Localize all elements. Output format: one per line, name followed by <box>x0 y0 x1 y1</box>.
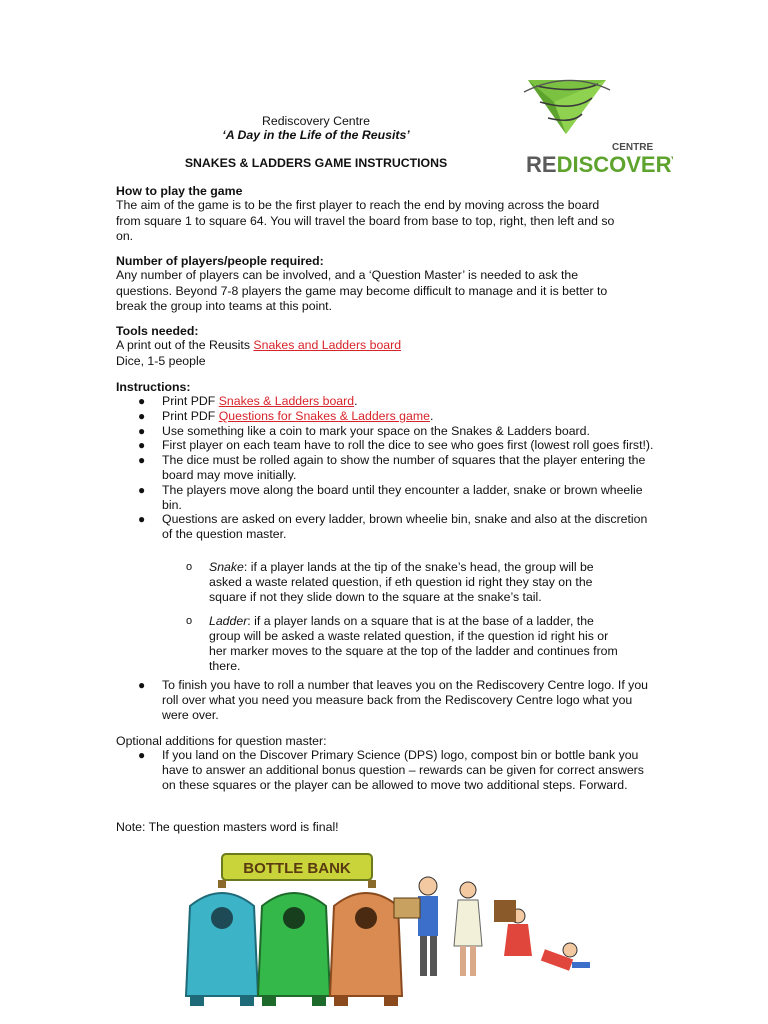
questions-pdf-link[interactable]: Questions for Snakes & Ladders game <box>218 408 430 423</box>
ladder-sub-list <box>186 614 626 674</box>
list-item: ● Questions are asked on every ladder, brown wheelie bin, snake and also at the discretion of the question master. <box>138 512 648 542</box>
tools-text: A print out of the Reusits Snakes and Ladders board Dice, 1-5 people <box>116 338 402 368</box>
snakes-ladders-board-link[interactable]: Snakes and Ladders board <box>253 338 402 352</box>
finish-list <box>138 678 658 722</box>
document-subtitle: ‘A Day in the Life of the Reusits’ <box>222 128 410 142</box>
players-heading: Number of players/people required: <box>116 254 324 268</box>
svg-text:CENTRE: CENTRE <box>612 142 654 153</box>
list-item: ● The dice must be rolled again to show the number of squares that the player entering the board may move initially. <box>138 453 646 482</box>
how-to-play-text: The aim of the game is to be the first player to reach the end by moving across the board from square 1 to square 64. You will travel the board from base to top, right, then left and so on. <box>116 198 615 244</box>
instructions-list <box>138 394 658 542</box>
svg-text:REDISCOVERY: REDISCOVERY <box>526 152 673 177</box>
list-item: ● Print PDF Snakes & Ladders board. <box>138 394 358 408</box>
how-to-play-heading: How to play the game <box>116 184 243 198</box>
list-item: ● First player on each team have to roll the dice to see who goes first (lowest roll goes first!). <box>138 438 654 453</box>
optional-list <box>138 748 658 792</box>
list-item: o Snake: if a player lands at the tip of the snake’s head, the group will be asked a waste related question, if eth question id right they stay on the square if not they slide down to the square at the snake’s tail. <box>186 560 594 604</box>
tools-heading: Tools needed: <box>116 324 199 338</box>
note-text: Note: The question masters word is final! <box>116 820 339 834</box>
list-item: ● If you land on the Discover Primary Science (DPS) logo, compost bin or bottle bank you have to answer an additional bonus question – rewards can be given for correct answers on these squares or the player can be allowed to move two additional steps. Forward. <box>138 748 644 792</box>
instructions-heading: Instructions: <box>116 380 191 394</box>
board-pdf-link[interactable]: Snakes & Ladders board <box>218 394 355 408</box>
rediscovery-logo <box>518 72 673 182</box>
org-name: Rediscovery Centre <box>262 114 370 128</box>
snake-sub-list <box>186 560 626 605</box>
list-item: o Ladder: if a player lands on a square that is at the base of a ladder, the group will be asked a waste related question, if the question id right his or her marker moves to the square at the top of the ladder and continues from there. <box>186 614 618 673</box>
list-item: ● Print PDF Questions for Snakes & Ladders game. <box>138 408 434 423</box>
svg-text:BOTTLE BANK: BOTTLE BANK <box>243 860 351 877</box>
document-title: SNAKES & LADDERS GAME INSTRUCTIONS <box>184 156 448 170</box>
list-item: ● To finish you have to roll a number that leaves you on the Rediscovery Centre logo. If you roll over what you need you measure back from the Rediscovery Centre logo what you were over. <box>138 678 648 722</box>
brown-bank <box>330 893 402 1006</box>
green-bank <box>258 893 330 1006</box>
family-figures <box>394 877 590 976</box>
blue-bank <box>186 893 258 1006</box>
list-item: ● Use something like a coin to mark your space on the Snakes & Ladders board. <box>138 423 590 438</box>
optional-heading: Optional additions for question master: <box>116 734 327 748</box>
bottle-bank-illustration <box>182 846 594 1016</box>
players-text: Any number of players can be involved, and a ‘Question Master’ is needed to ask the questions. Beyond 7-8 players the game may become difficult to manage and it is better to break the group into teams at this point. <box>116 268 608 314</box>
list-item: ● The players move along the board until they encounter a ladder, snake or brown wheelie bin. <box>138 482 643 512</box>
